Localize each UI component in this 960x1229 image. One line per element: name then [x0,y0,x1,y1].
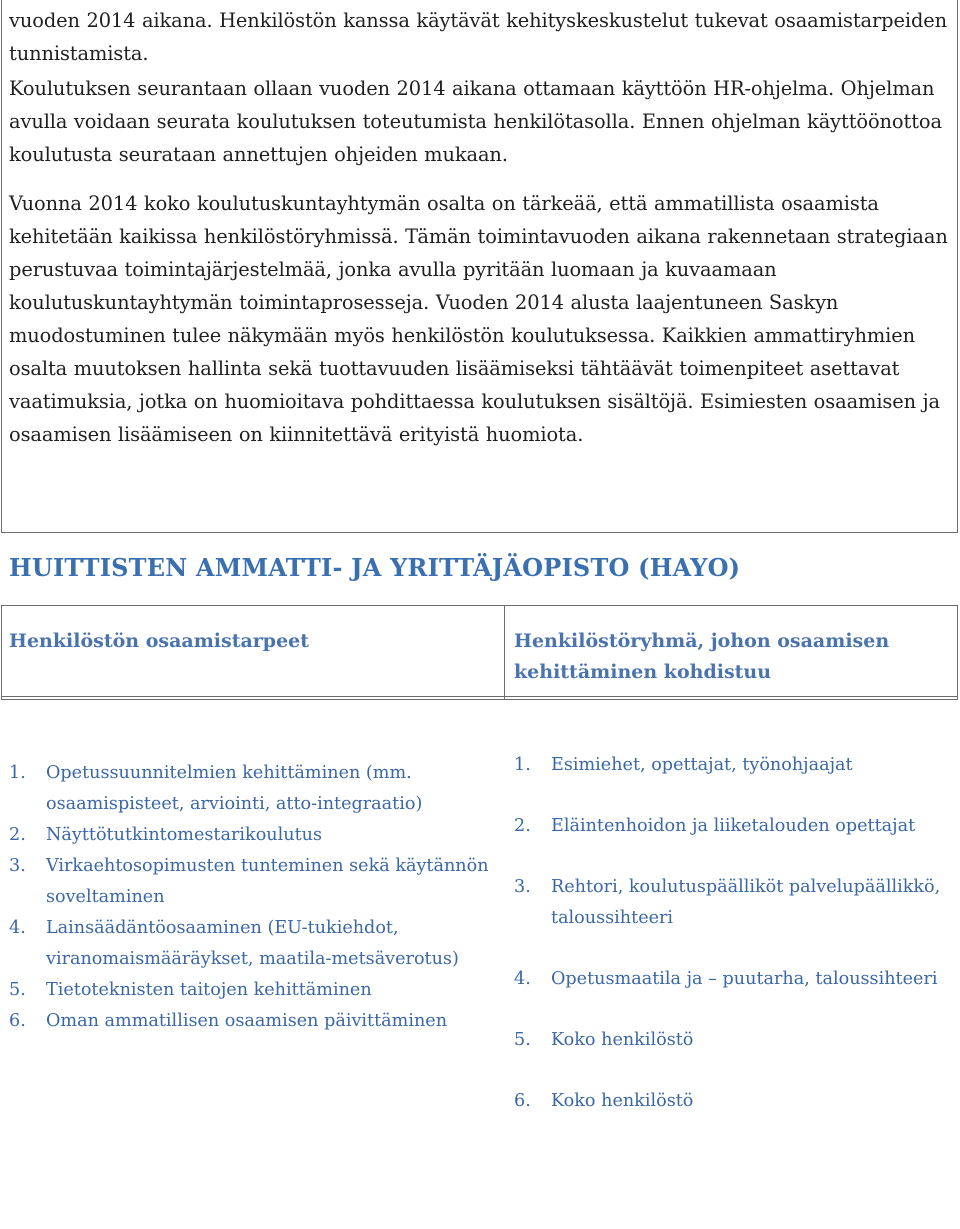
list-item [9,975,504,1006]
list-item-number: 5. [514,1030,531,1050]
list-item-number: 6. [9,1011,26,1031]
table-header-bottom-border [1,696,958,697]
paragraph-hr-program: Koulutuksen seurantaan ollaan vuoden 2014 aikana ottamaan käyttöön HR-ohjelma. Ohjelman avulla voidaan seurata koulutuksen toteutumista henkilötasolla. Ennen ohjelman käyttöönottoa koulutusta seurataan annettujen ohjeiden mukaan. [9,77,942,166]
list-item [9,820,504,851]
list-item [514,1086,954,1117]
list-item [9,1006,504,1037]
column-header-needs: Henkilöstön osaamistarpeet [9,630,310,652]
groups-list [514,750,954,1117]
paragraph-2014-goals: Vuonna 2014 koko koulutuskuntayhtymän osalta on tärkeää, että ammatillista osaamista kehitetään kaikissa henkilöstöryhmissä. Tämän toimintavuoden aikana rakennetaan strategiaan perustuvaa toimintajärjestelmää, jonka avulla pyritään luomaan ja kuvaamaan koulutuskuntayhtymän toimintaprosesseja. Vuoden 2014 alusta laajentuneen Saskyn muodostuminen tulee näkymään myös henkilöstön koulutuksessa. Kaikkien ammattiryhmien osalta muutoksen hallinta sekä tuottavuuden lisäämiseksi tähtäävät toimenpiteet asettavat vaatimuksia, jotka on huomioitava pohdittaessa koulutuksen sisältöjä. Esimiesten osaamisen ja osaamisen lisäämiseen on kiinnitettävä erityistä huomiota. [9,192,948,446]
list-item-text: Rehtori, koulutuspäälliköt palvelupäällikkö, taloussihteeri [551,877,941,928]
list-item [9,758,504,820]
list-item-text: Esimiehet, opettajat, työnohjaajat [551,755,853,775]
list-item-number: 3. [9,856,26,876]
list-item-text: Koko henkilöstö [551,1091,694,1111]
list-item [9,851,504,913]
table-top-border [1,605,958,606]
column-header-groups: Henkilöstöryhmä, johon osaamisen kehittäminen kohdistuu [514,630,890,683]
table-gap-bottom-border [1,699,958,700]
list-item-text: Oman ammatillisen osaamisen päivittäminen [46,1011,448,1031]
list-item-number: 4. [9,918,26,938]
list-item-text: Opetusmaatila ja – puutarha, taloussihteeri [551,969,938,989]
list-item-number: 3. [514,877,531,897]
list-item [514,964,954,995]
table-right-border [957,605,958,700]
table-left-border [1,605,2,700]
top-box-right-border [957,0,958,532]
list-item-text: Tietoteknisten taitojen kehittäminen [46,980,372,1000]
list-item [514,811,954,842]
table-middle-border [504,605,505,700]
list-item [514,750,954,781]
list-item-text: Virkaehtosopimusten tunteminen sekä käytännön soveltaminen [46,856,489,907]
top-box-text [9,4,951,467]
list-item-number: 4. [514,969,531,989]
list-item [514,1025,954,1056]
list-item-text: Opetussuunnitelmien kehittäminen (mm. osaamispisteet, arviointi, atto-integraatio) [46,763,423,814]
list-item-number: 2. [9,825,26,845]
list-item-number: 1. [514,755,531,775]
list-item-text: Eläintenhoidon ja liiketalouden opettajat [551,816,916,836]
list-item-number: 5. [9,980,26,1000]
needs-list [9,758,504,1037]
list-item-number: 2. [514,816,531,836]
list-item-number: 1. [9,763,26,783]
list-item-number: 6. [514,1091,531,1111]
section-heading: HUITTISTEN AMMATTI- JA YRITTÄJÄOPISTO (HAYO) [9,553,741,582]
list-item [514,872,954,934]
list-item [9,913,504,975]
top-box-left-border [1,0,2,532]
top-box-bottom-border [1,532,958,533]
list-item-text: Lainsäädäntöosaaminen (EU-tukiehdot, viranomaismääräykset, maatila-metsäverotus) [46,918,459,969]
paragraph-intro: vuoden 2014 aikana. Henkilöstön kanssa käytävät kehityskeskustelut tukevat osaamistarpeiden tunnistamista. [9,9,948,65]
list-item-text: Näyttötutkintomestarikoulutus [46,825,323,845]
list-item-text: Koko henkilöstö [551,1030,694,1050]
